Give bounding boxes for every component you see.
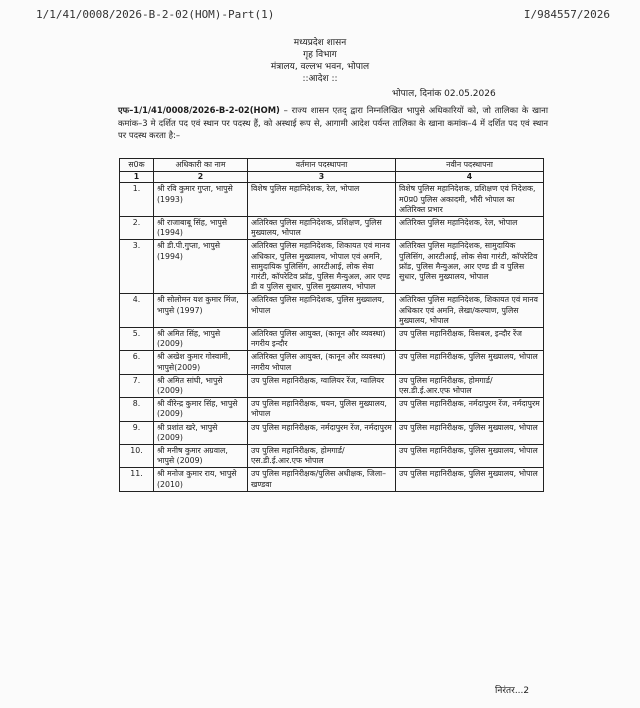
current-posting-cell: अतिरिक्त पुलिस महानिदेशक, पुलिस मुख्यालय, भोपाल xyxy=(248,294,396,328)
serial-number-cell: 1. xyxy=(120,183,154,217)
officer-name-cell: श्री सोलोमन यश कुमार मिंज, भापुसे (1997) xyxy=(154,294,248,328)
current-posting-cell: अतिरिक्त पुलिस महानिदेशक, प्रशिक्षण, पुलिस मुख्यालय, भोपाल xyxy=(248,217,396,240)
government-name: मध्यप्रदेश शासन xyxy=(293,38,347,48)
new-posting-cell: उप पुलिस महानिरीक्षक, पुलिस मुख्यालय, भोपाल xyxy=(396,468,544,491)
current-posting-cell: उप पुलिस महानिरीक्षक, नर्मदापुरम रेंज, नर्मदापुरम xyxy=(248,421,396,444)
officer-name-cell: श्री अमित सांघी, भापुसे (2009) xyxy=(154,374,248,397)
officer-name-cell: श्री राजाबाबू सिंह, भापुसे (1994) xyxy=(154,217,248,240)
officer-name-cell: श्री रवि कुमार गुप्ता, भापुसे (1993) xyxy=(154,183,248,217)
serial-number-cell: 10. xyxy=(120,445,154,468)
new-posting-cell: विशेष पुलिस महानिदेशक, प्रशिक्षण एवं निदेशक, म0प्र0 पुलिस अकादमी, भौरी भोपाल का अतिरिक्त प्रभार xyxy=(396,183,544,217)
current-posting-cell: उप पुलिस महानिरीक्षक/पुलिस अधीक्षक, जिला–खण्डवा xyxy=(248,468,396,491)
officer-name-cell: श्री मनोज कुमार राय, भापुसे (2010) xyxy=(154,468,248,491)
continued-marker: निरंतर...2 xyxy=(495,686,530,696)
posting-table xyxy=(119,158,544,492)
table-row xyxy=(120,240,544,294)
column-number: 2 xyxy=(154,172,248,183)
new-posting-cell: उप पुलिस महानिरीक्षक, पुलिस मुख्यालय, भोपाल xyxy=(396,421,544,444)
table-row xyxy=(120,217,544,240)
column-number-row xyxy=(120,172,544,183)
serial-number-cell: 2. xyxy=(120,217,154,240)
serial-number-cell: 5. xyxy=(120,328,154,351)
new-posting-cell: उप पुलिस महानिरीक्षक, होमगार्ड/एस.डी.ई.आर.एफ भोपाल xyxy=(396,374,544,397)
table-row xyxy=(120,183,544,217)
officer-name-cell: श्री वीरेन्द्र कुमार सिंह, भापुसे (2009) xyxy=(154,398,248,421)
officer-name-cell: श्री डी.पी.गुप्ता, भापुसे (1994) xyxy=(154,240,248,294)
officer-name-cell: श्री प्रशांत खरे, भापुसे (2009) xyxy=(154,421,248,444)
serial-number-cell: 9. xyxy=(120,421,154,444)
department-name: गृह विभाग xyxy=(303,50,337,60)
current-posting-cell: उप पुलिस महानिरीक्षक, ग्वालियर रेंज, ग्वालियर xyxy=(248,374,396,397)
office-address: मंत्रालय, वल्लभ भवन, भोपाल xyxy=(270,62,370,72)
column-number: 3 xyxy=(248,172,396,183)
new-posting-cell: उप पुलिस महानिरीक्षक, नर्मदापुरम रेंज, नर्मदापुरम xyxy=(396,398,544,421)
serial-number-cell: 11. xyxy=(120,468,154,491)
current-posting-cell: अतिरिक्त पुलिस आयुक्त, (कानून और व्यवस्था) नगरीय भोपाल xyxy=(248,351,396,374)
column-number: 4 xyxy=(396,172,544,183)
current-posting-cell: विशेष पुलिस महानिदेशक, रेल, भोपाल xyxy=(248,183,396,217)
new-posting-cell: उप पुलिस महानिरीक्षक, पुलिस मुख्यालय, भोपाल xyxy=(396,351,544,374)
table-body xyxy=(120,183,544,491)
officer-name-cell: श्री मनीष कुमार अग्रवाल, भापुसे (2009) xyxy=(154,445,248,468)
file-reference-bar xyxy=(36,8,610,24)
new-posting-cell: अतिरिक्त पुलिस महानिदेशक, रेल, भोपाल xyxy=(396,217,544,240)
table-row xyxy=(120,421,544,444)
serial-number-cell: 6. xyxy=(120,351,154,374)
current-posting-cell: अतिरिक्त पुलिस महानिदेशक, शिकायत एवं मानव अधिकार, पुलिस मुख्यालय, भोपाल एवं अमनि, सामुदायिक पुलिसिंग, आरटीआई, लोक सेवा गारंटी, कॉपरेटिव फ्रॉड, पुलिस मैन्युअल, आर एण्ड डी व पुलिस सुधार, पुलिस मुख्यालय, भोपाल xyxy=(248,240,396,294)
header-current-posting: वर्तमान पदस्थापना xyxy=(248,159,396,172)
current-posting-cell: उप पुलिस महानिरीक्षक, होमगार्ड/एस.डी.ई.आर.एफ भोपाल xyxy=(248,445,396,468)
current-posting-cell: अतिरिक्त पुलिस आयुक्त, (कानून और व्यवस्था) नगरीय इन्दौर xyxy=(248,328,396,351)
table-row xyxy=(120,351,544,374)
table-row xyxy=(120,374,544,397)
order-paragraph xyxy=(118,104,548,142)
new-posting-cell: उप पुलिस महानिरीक्षक, विसबल, इन्दौर रेंज xyxy=(396,328,544,351)
table-row xyxy=(120,445,544,468)
officer-name-cell: श्री अमित सिंह, भापुसे (2009) xyxy=(154,328,248,351)
header-serial: स0क xyxy=(120,159,154,172)
table-row xyxy=(120,398,544,421)
table-row xyxy=(120,294,544,328)
new-posting-cell: अतिरिक्त पुलिस महानिदेशक, शिकायत एवं मानव अधिकार एवं अमनि, लेखा/कल्याण, पुलिस मुख्यालय, भोपाल xyxy=(396,294,544,328)
header-new-posting: नवीन पदस्थापना xyxy=(396,159,544,172)
order-reference: एफ–1/1/41/0008/2026-B-2-02(HOM) xyxy=(118,105,280,115)
officer-name-cell: श्री अखेश कुमार गोस्वामी, भापुसे(2009) xyxy=(154,351,248,374)
order-text: – राज्य शासन एतद् द्वारा निम्नलिखित भापुसे अधिकारियों को, जो तालिका के खाना कमांक–3 मे दर्शित पद एवं स्थान पर पदस्थ हैं, को अस्थाई रूप से, आगामी आदेश पर्यन्त तालिका के खाना कमांक–4 में दर्शित पद एवं स्थान पर पदस्थ करता है:– xyxy=(118,105,548,140)
new-posting-cell: अतिरिक्त पुलिस महानिदेशक, सामुदायिक पुलिसिंग, आरटीआई, लोक सेवा गारंटी, कॉपरेटिव फ्रॉड, पुलिस मैन्युअल, आर एण्ड डी व पुलिस सुधार, पुलिस मुख्यालय, भोपाल xyxy=(396,240,544,294)
order-date: भोपाल, दिनांक 02.05.2026 xyxy=(392,89,496,99)
current-posting-cell: उप पुलिस महानिरीक्षक, चयन, पुलिस मुख्यालय, भोपाल xyxy=(248,398,396,421)
order-heading: ::आदेश :: xyxy=(302,74,338,84)
document-id: I/984557/2026 xyxy=(523,8,610,21)
new-posting-cell: उप पुलिस महानिरीक्षक, पुलिस मुख्यालय, भोपाल xyxy=(396,445,544,468)
column-number: 1 xyxy=(120,172,154,183)
header-officer-name: अधिकारी का नाम xyxy=(154,159,248,172)
serial-number-cell: 3. xyxy=(120,240,154,294)
table-row xyxy=(120,468,544,491)
serial-number-cell: 8. xyxy=(120,398,154,421)
table-row xyxy=(120,328,544,351)
serial-number-cell: 4. xyxy=(120,294,154,328)
file-reference: 1/1/41/0008/2026-B-2-02(HOM)-Part(1) xyxy=(36,8,275,21)
table-header-row xyxy=(120,159,544,172)
serial-number-cell: 7. xyxy=(120,374,154,397)
